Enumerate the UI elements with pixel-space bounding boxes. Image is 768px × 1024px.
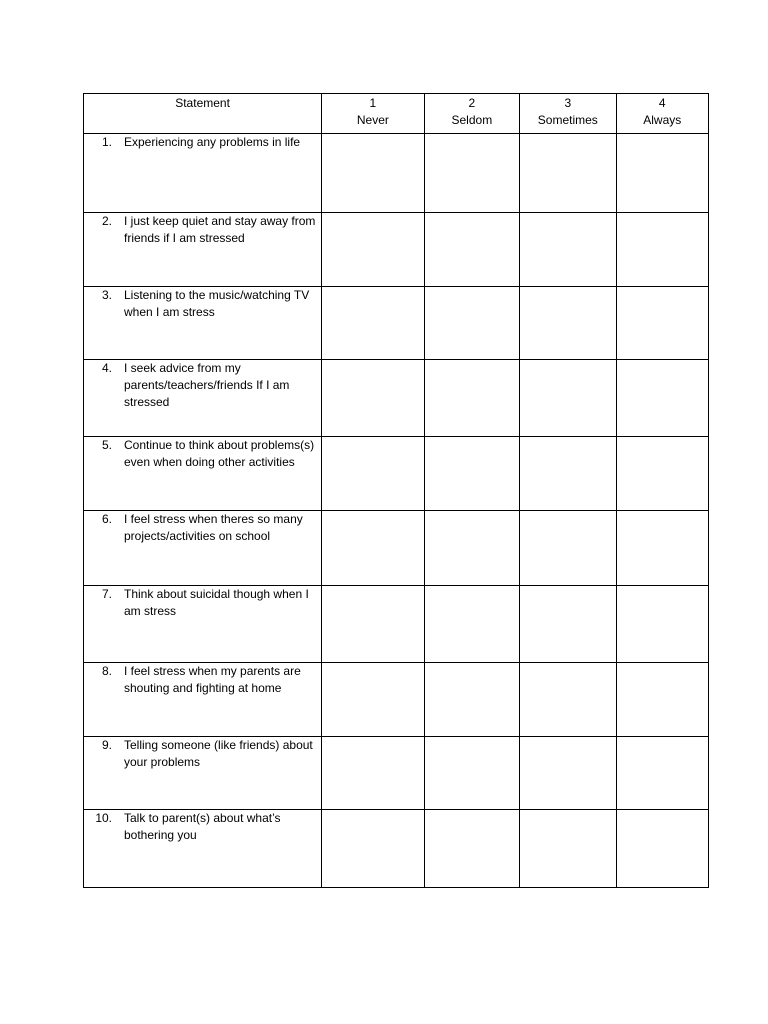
rating-cell-seldom[interactable]	[424, 287, 519, 360]
statement-cell	[84, 663, 322, 737]
rating-cell-seldom[interactable]	[424, 810, 519, 888]
rating-cell-always[interactable]	[616, 511, 708, 586]
rating-cell-seldom[interactable]	[424, 213, 519, 287]
rating-cell-seldom[interactable]	[424, 511, 519, 586]
statement-number: 7.	[101, 587, 112, 601]
scale-label: Seldom	[451, 113, 493, 127]
statement-text: Experiencing any problems in life	[124, 135, 301, 149]
table-row	[84, 287, 709, 360]
scale-number: 4	[658, 96, 666, 110]
statement-text: Telling someone (like friends) about your problems	[124, 738, 313, 769]
statement-cell	[84, 437, 322, 511]
statement-cell	[84, 511, 322, 586]
rating-cell-sometimes[interactable]	[520, 663, 616, 737]
statement-number: 2.	[101, 214, 112, 228]
rating-cell-seldom[interactable]	[424, 437, 519, 511]
statement-cell	[84, 737, 322, 810]
table-row	[84, 511, 709, 586]
rating-cell-always[interactable]	[616, 737, 708, 810]
rating-cell-always[interactable]	[616, 360, 708, 437]
statement-text: Listening to the music/watching TV when I am stress	[124, 288, 310, 319]
scale-label: Always	[643, 113, 682, 127]
rating-cell-never[interactable]	[322, 134, 424, 213]
rating-cell-sometimes[interactable]	[520, 287, 616, 360]
header-row	[84, 94, 709, 134]
rating-cell-never[interactable]	[322, 511, 424, 586]
statement-text: I seek advice from my parents/teachers/friends If I am stressed	[124, 361, 290, 409]
rating-cell-sometimes[interactable]	[520, 511, 616, 586]
statement-cell	[84, 287, 322, 360]
statement-text: Talk to parent(s) about what’s bothering you	[124, 811, 281, 842]
rating-cell-never[interactable]	[322, 437, 424, 511]
rating-cell-never[interactable]	[322, 586, 424, 663]
scale-number: 3	[564, 96, 572, 110]
rating-cell-always[interactable]	[616, 663, 708, 737]
statement-number: 9.	[101, 738, 112, 752]
rating-cell-always[interactable]	[616, 134, 708, 213]
rating-cell-seldom[interactable]	[424, 586, 519, 663]
statement-header-label: Statement	[175, 96, 230, 110]
statement-text: Continue to think about problems(s) even when doing other activities	[124, 438, 315, 469]
statement-number: 5.	[101, 438, 112, 452]
statement-number: 8.	[101, 664, 112, 678]
rating-cell-sometimes[interactable]	[520, 360, 616, 437]
statement-number: 4.	[101, 361, 112, 375]
rating-cell-sometimes[interactable]	[520, 213, 616, 287]
statement-number: 6.	[101, 512, 112, 526]
table-row	[84, 134, 709, 213]
table-row	[84, 737, 709, 810]
rating-cell-sometimes[interactable]	[520, 134, 616, 213]
rating-cell-sometimes[interactable]	[520, 586, 616, 663]
rating-cell-always[interactable]	[616, 213, 708, 287]
rating-cell-sometimes[interactable]	[520, 810, 616, 888]
table-row	[84, 663, 709, 737]
scale-header-always	[616, 94, 708, 134]
scale-label: Never	[356, 113, 389, 127]
statement-cell	[84, 213, 322, 287]
rating-cell-never[interactable]	[322, 737, 424, 810]
rating-cell-seldom[interactable]	[424, 663, 519, 737]
table-row	[84, 586, 709, 663]
statement-text: I just keep quiet and stay away from friends if I am stressed	[124, 214, 316, 245]
rating-cell-never[interactable]	[322, 360, 424, 437]
scale-number: 1	[369, 96, 377, 110]
rating-cell-sometimes[interactable]	[520, 737, 616, 810]
statement-cell	[84, 360, 322, 437]
rating-cell-always[interactable]	[616, 437, 708, 511]
statement-header	[84, 94, 322, 134]
statement-text: I feel stress when theres so many projects/activities on school	[124, 512, 303, 543]
scale-number: 2	[468, 96, 476, 110]
statement-number: 1.	[101, 135, 112, 149]
rating-cell-always[interactable]	[616, 586, 708, 663]
statement-cell	[84, 586, 322, 663]
rating-cell-always[interactable]	[616, 810, 708, 888]
statement-text: Think about suicidal though when I am stress	[124, 587, 309, 618]
rating-cell-seldom[interactable]	[424, 360, 519, 437]
scale-header-seldom	[424, 94, 519, 134]
scale-header-sometimes	[520, 94, 616, 134]
rating-cell-never[interactable]	[322, 810, 424, 888]
scale-header-never	[322, 94, 424, 134]
table-row	[84, 360, 709, 437]
rating-cell-seldom[interactable]	[424, 737, 519, 810]
rating-cell-seldom[interactable]	[424, 134, 519, 213]
scale-label: Sometimes	[537, 113, 598, 127]
statement-number: 10.	[95, 811, 112, 825]
rating-cell-always[interactable]	[616, 287, 708, 360]
statement-cell	[84, 134, 322, 213]
rating-cell-sometimes[interactable]	[520, 437, 616, 511]
rating-cell-never[interactable]	[322, 287, 424, 360]
table-row	[84, 810, 709, 888]
statement-text: I feel stress when my parents are shouting and fighting at home	[124, 664, 301, 695]
statement-number: 3.	[101, 288, 112, 302]
survey-table	[83, 93, 709, 888]
rating-cell-never[interactable]	[322, 663, 424, 737]
statement-cell	[84, 810, 322, 888]
table-row	[84, 437, 709, 511]
rating-cell-never[interactable]	[322, 213, 424, 287]
table-row	[84, 213, 709, 287]
